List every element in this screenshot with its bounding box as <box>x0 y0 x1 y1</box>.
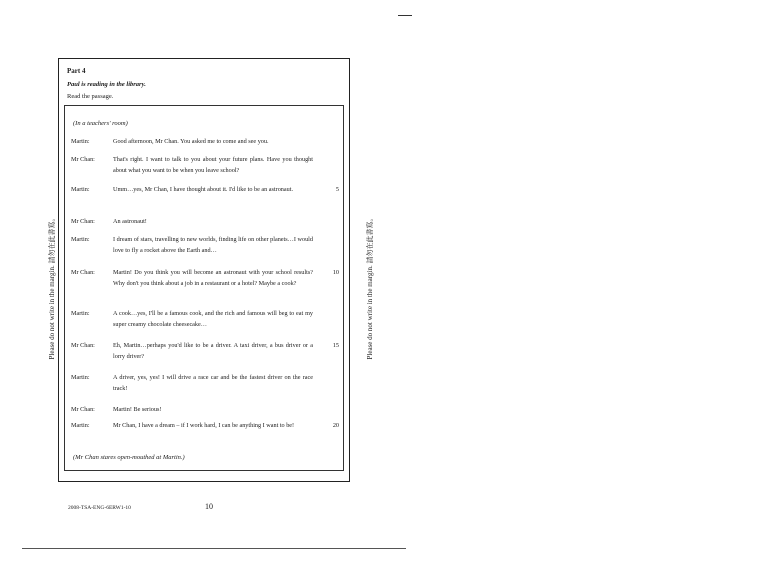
speaker: Mr Chan: <box>71 406 95 413</box>
top-mark <box>398 15 412 16</box>
speaker: Martin: <box>71 422 90 429</box>
speaker: Martin: <box>71 186 90 193</box>
speaker: Mr Chan: <box>71 156 95 163</box>
speaker: Mr Chan: <box>71 218 95 225</box>
speech: Good afternoon, Mr Chan. You asked me to come and see you. <box>113 138 269 145</box>
line-number: 5 <box>335 186 339 193</box>
speech: I dream of stars, travelling to new worlds, finding life on other planets…I would love to fly a rocket above the Earth and… <box>113 236 313 254</box>
passage-box <box>64 105 344 471</box>
speaker: Mr Chan: <box>71 342 95 349</box>
speech: Umm…yes, Mr Chan, I have thought about it. I'd like to be an astronaut. <box>113 186 294 193</box>
speech: That's right. I want to talk to you about your future plans. Have you thought about what you want to be when you leave school? <box>113 156 313 174</box>
speaker: Mr Chan: <box>71 269 95 276</box>
speech: Mr Chan, I have a dream – if I work hard, I can be anything I want to be! <box>113 422 295 429</box>
stage-direction: (Mr Chan stares open-mouthed at Martin.) <box>73 454 185 461</box>
speech: Martin! Be serious! <box>113 406 162 413</box>
bottom-rule <box>22 548 406 549</box>
margin-note-left: Please do not write in the margin. 請勿在此書寫。 <box>48 214 56 360</box>
speaker: Martin: <box>71 138 90 145</box>
margin-note-right: Please do not write in the margin. 請勿在此書寫。 <box>366 214 374 360</box>
speech: A driver, yes, yes! I will drive a race car and be the fastest driver on the race track! <box>113 374 313 392</box>
speaker: Martin: <box>71 310 90 317</box>
exam-page-box <box>58 58 350 482</box>
passage-setting: (In a teachers' room) <box>73 120 128 127</box>
speech: Eh, Martin…perhaps you'd like to be a driver. A taxi driver, a bus driver or a lorry driver? <box>113 342 313 360</box>
part-instruction: Read the passage. <box>67 93 114 100</box>
line-number: 20 <box>332 422 339 429</box>
speaker: Martin: <box>71 236 90 243</box>
speech: Martin! Do you think you will become an astronaut with your school results? Why don't you think about a job in a restaurant or a hotel? Maybe a cook? <box>113 269 313 287</box>
footer-code: 2008-TSA-ENG-6ERW1-10 <box>68 505 131 511</box>
line-number: 15 <box>332 342 339 349</box>
page-number: 10 <box>205 502 213 511</box>
part-title: Part 4 <box>67 67 86 75</box>
speech: An astronaut! <box>113 218 147 225</box>
line-number: 10 <box>332 269 339 276</box>
speaker: Martin: <box>71 374 90 381</box>
speech: A cook…yes, I'll be a famous cook, and the rich and famous will beg to eat my super creamy chocolate cheesecake… <box>113 310 313 328</box>
part-intro: Paul is reading in the library. <box>67 81 146 88</box>
